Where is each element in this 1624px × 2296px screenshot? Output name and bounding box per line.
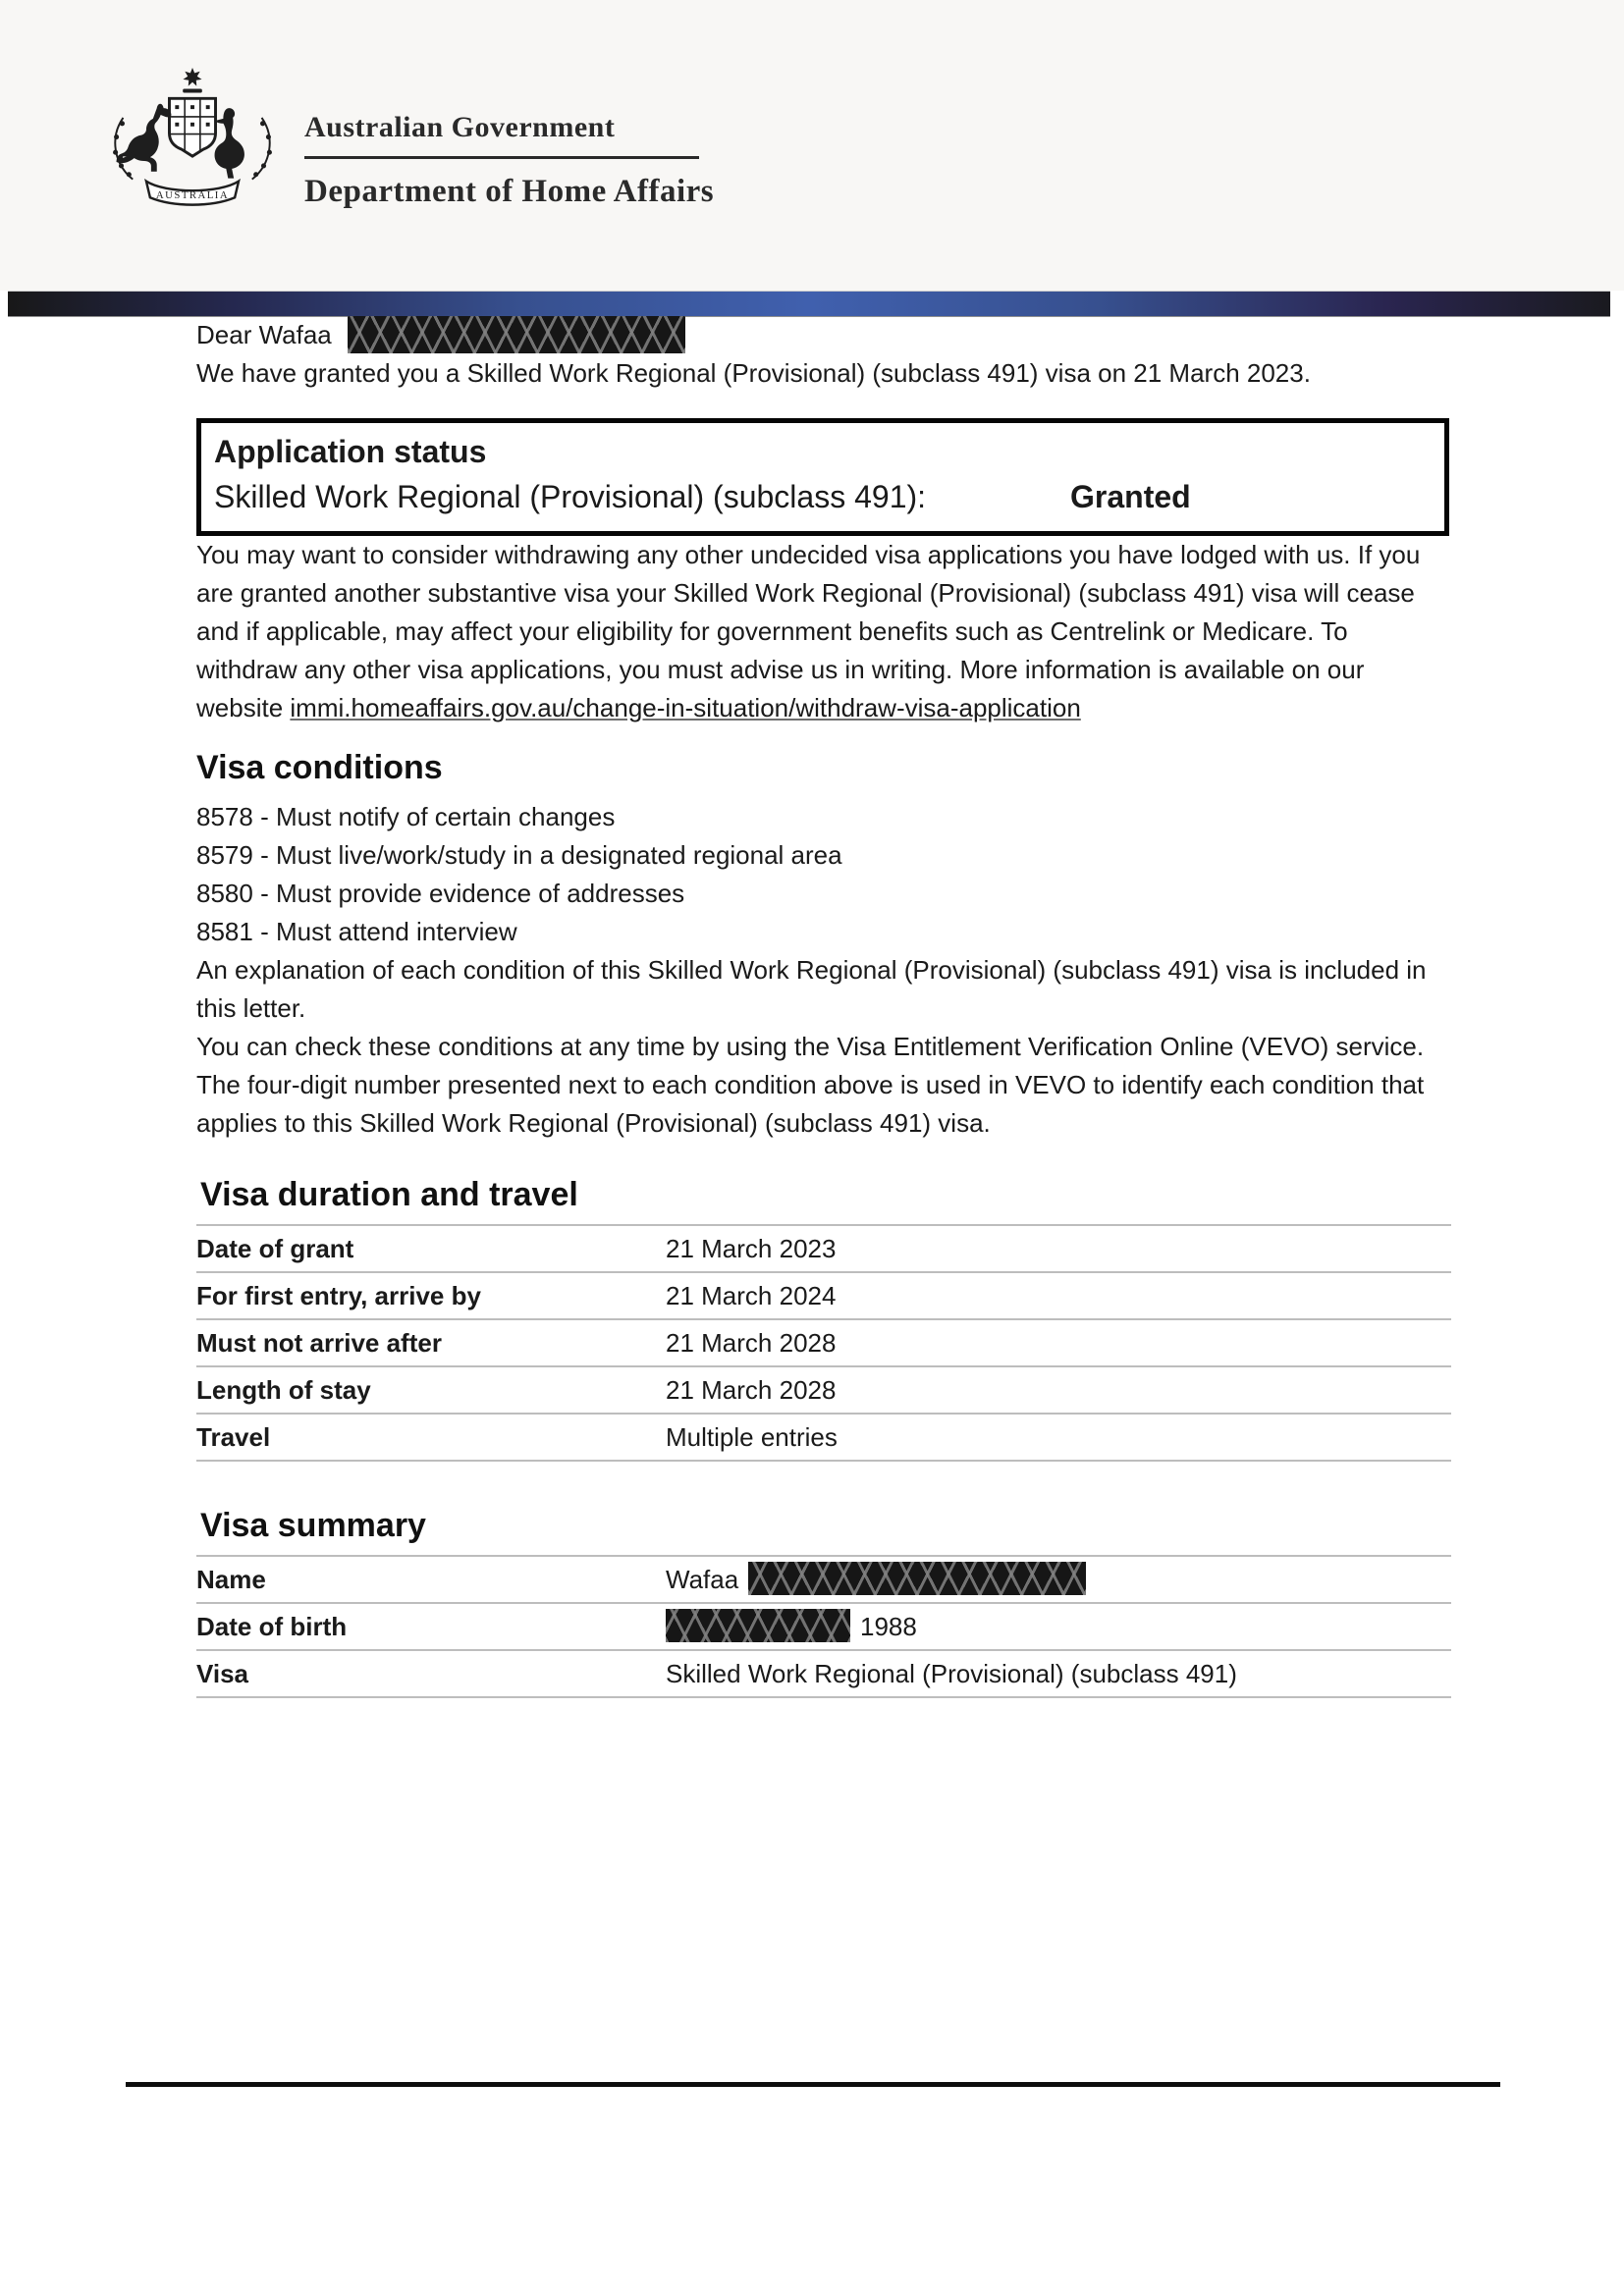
condition-item: 8578 - Must notify of certain changes [196,802,616,831]
row-label: Length of stay [196,1374,371,1405]
row-value: Skilled Work Regional (Provisional) (subclass 491) [666,1658,1237,1688]
application-status-box [196,418,1449,536]
conditions-explanation-paragraph: An explanation of each condition of this Skilled Work Regional (Provisional) (subclass 491) visa is included in this letter. [196,955,1427,1023]
grant-intro-paragraph: We have granted you a Skilled Work Regional (Provisional) (subclass 491) visa on 21 March 2023. [196,358,1311,388]
row-value [666,1565,1086,1595]
coat-of-arms-graphic [96,63,289,214]
row-label: For first entry, arrive by [196,1280,481,1310]
row-value: 21 March 2023 [666,1233,837,1263]
table-row [196,1226,1451,1273]
row-value: 21 March 2028 [666,1327,837,1358]
vevo-paragraph: You can check these conditions at any time by using the Visa Entitlement Verification Online (VEVO) service. The four-digit number presented next to each condition above is used in VEVO to identify each condition that applies to this Skilled Work Regional (Provisional) (subclass 491) visa. [196,1032,1425,1138]
visa-duration-table [196,1224,1451,1462]
letterhead-divider [304,156,699,159]
agency-titles [304,108,714,211]
star-icon [183,68,201,86]
table-row [196,1604,1451,1651]
footer-rule [126,2082,1500,2087]
crest-motto: AUSTRALIA [155,189,230,202]
visa-subclass-label: Skilled Work Regional (Provisional) (subclass 491): [214,479,927,514]
row-value: 21 March 2024 [666,1280,837,1310]
letter-body [196,316,1447,1698]
condition-item: 8580 - Must provide evidence of addresses [196,879,685,908]
government-name: Australian Government [304,111,616,143]
table-row [196,1557,1451,1604]
emu-icon [215,108,244,179]
row-value: 21 March 2028 [666,1374,837,1405]
application-status-row [214,475,1444,519]
visa-conditions-heading: Visa conditions [196,749,443,786]
row-value: Multiple entries [666,1421,838,1452]
row-label: Must not arrive after [196,1327,442,1358]
visa-summary-table [196,1555,1451,1698]
row-label: Travel [196,1421,271,1452]
row-value [666,1612,917,1642]
dob-visible-part: 1988 [860,1611,917,1641]
greeting-line [196,316,1447,354]
withdraw-visa-link[interactable]: immi.homeaffairs.gov.au/change-in-situation/withdraw-visa-application [290,693,1081,722]
withdraw-paragraph [196,536,1447,727]
redacted-dob-block [666,1609,850,1642]
status-granted-value: Granted [1070,479,1191,514]
row-label: Visa [196,1658,249,1688]
table-row [196,1367,1451,1415]
redacted-name-block [748,1562,1086,1595]
table-row [196,1273,1451,1320]
row-label: Date of grant [196,1233,354,1263]
coat-of-arms [96,63,289,214]
department-name: Department of Home Affairs [304,174,715,209]
greeting-text: Dear Wafaa [196,320,332,349]
row-label: Name [196,1564,266,1594]
visa-summary-heading: Visa summary [200,1507,426,1544]
decorative-gradient-bar [8,291,1610,317]
visa-duration-heading: Visa duration and travel [200,1176,578,1213]
condition-item: 8581 - Must attend interview [196,917,517,946]
application-status-title: Application status [214,434,487,469]
visa-conditions-list [196,798,1447,951]
row-label: Date of birth [196,1611,348,1641]
condition-item: 8579 - Must live/work/study in a designated regional area [196,840,842,870]
name-visible-part: Wafaa [666,1564,739,1594]
table-row [196,1415,1451,1462]
table-row [196,1651,1451,1698]
redacted-surname [348,316,685,353]
withdraw-text: You may want to consider withdrawing any other undecided visa applications you have lodged with us. If you are granted another substantive visa your Skilled Work Regional (Provisional) (subclass 491) visa will cease and if applicable, may affect your eligibility for government benefits such as Centrelink or Medicare. To withdraw any other visa applications, you must advise us in writing. More information is available on our website [196,540,1421,722]
table-row [196,1320,1451,1367]
letterhead [0,0,1624,291]
